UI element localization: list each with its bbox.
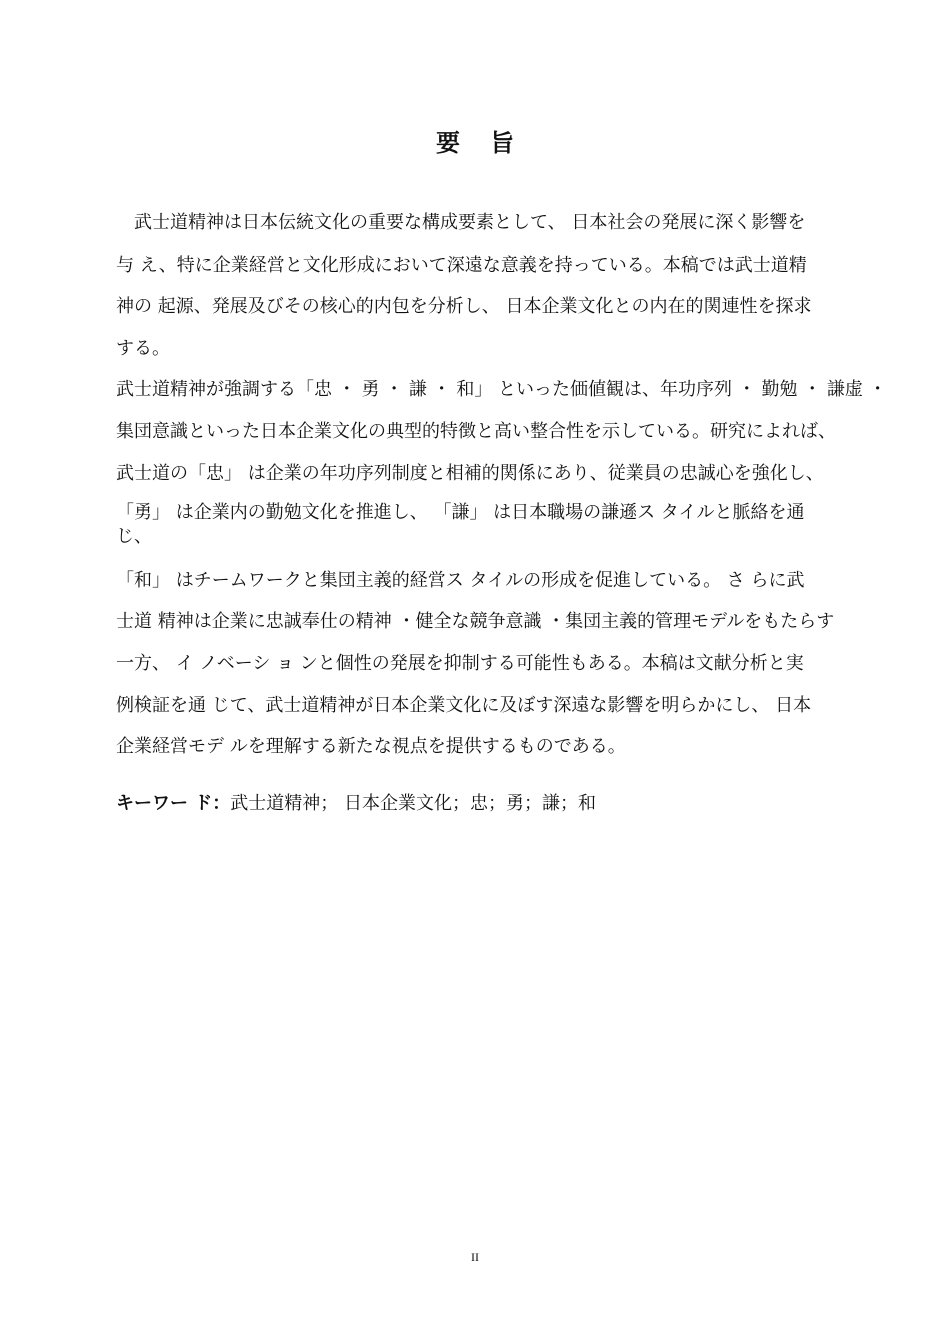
abstract-line: 例検証を通 じて、武士道精神が日本企業文化に及ぼす深遠な影響を明らかにし、 日本 (116, 695, 812, 716)
abstract-line: 一方、 イ ノベーシ ョ ンと個性の発展を抑制する可能性もある。本稿は文献分析と実 (116, 653, 804, 674)
abstract-line: 武士道精神が強調する「忠 ・ 勇 ・ 謙 ・ 和」 といった価値観は、年功序列 ・ 勤勉 ・ 謙虚 ・ (116, 379, 887, 400)
keywords-label: キーワー ド： (116, 793, 231, 814)
keywords-text: 武士道精神； 日本企業文化；忠；勇；謙；和 (230, 793, 597, 814)
abstract-line: する。 (116, 338, 170, 359)
abstract-line: 与 え、特に企業経営と文化形成において深遠な意義を持っている。本稿では武士道精 (116, 255, 807, 276)
abstract-line: 「勇」 は企業内の勤勉文化を推進し、 「謙」 は日本職場の謙遜ス タイルと脈絡を通 (116, 502, 805, 523)
abstract-line: 企業経営モデ ルを理解する新たな視点を提供するものである。 (116, 736, 626, 757)
abstract-line: 武士道精神は日本伝統文化の重要な構成要素として、 日本社会の発展に深く影響を (116, 212, 806, 233)
abstract-line: 神の 起源、発展及びその核心的内包を分析し、 日本企業文化との内在的関連性を探求 (116, 296, 812, 317)
abstract-line: 「和」 はチームワークと集団主義的経営ス タイルの形成を促進している。 さ らに武 (116, 570, 805, 591)
page-title: 要旨 (436, 129, 544, 157)
abstract-line: 集団意識といった日本企業文化の典型的特徴と高い整合性を示している。研究によれば、 (116, 421, 836, 442)
page-number: II (471, 1250, 479, 1264)
abstract-line: 武士道の「忠」 は企業の年功序列制度と相補的関係にあり、従業員の忠誠心を強化し、 (116, 463, 824, 484)
abstract-line: じ、 (116, 526, 152, 547)
keywords-line (116, 791, 596, 817)
abstract-line: 士道 精神は企業に忠誠奉仕の精神 ・健全な競争意識 ・集団主義的管理モデルをもたらす (116, 611, 835, 632)
